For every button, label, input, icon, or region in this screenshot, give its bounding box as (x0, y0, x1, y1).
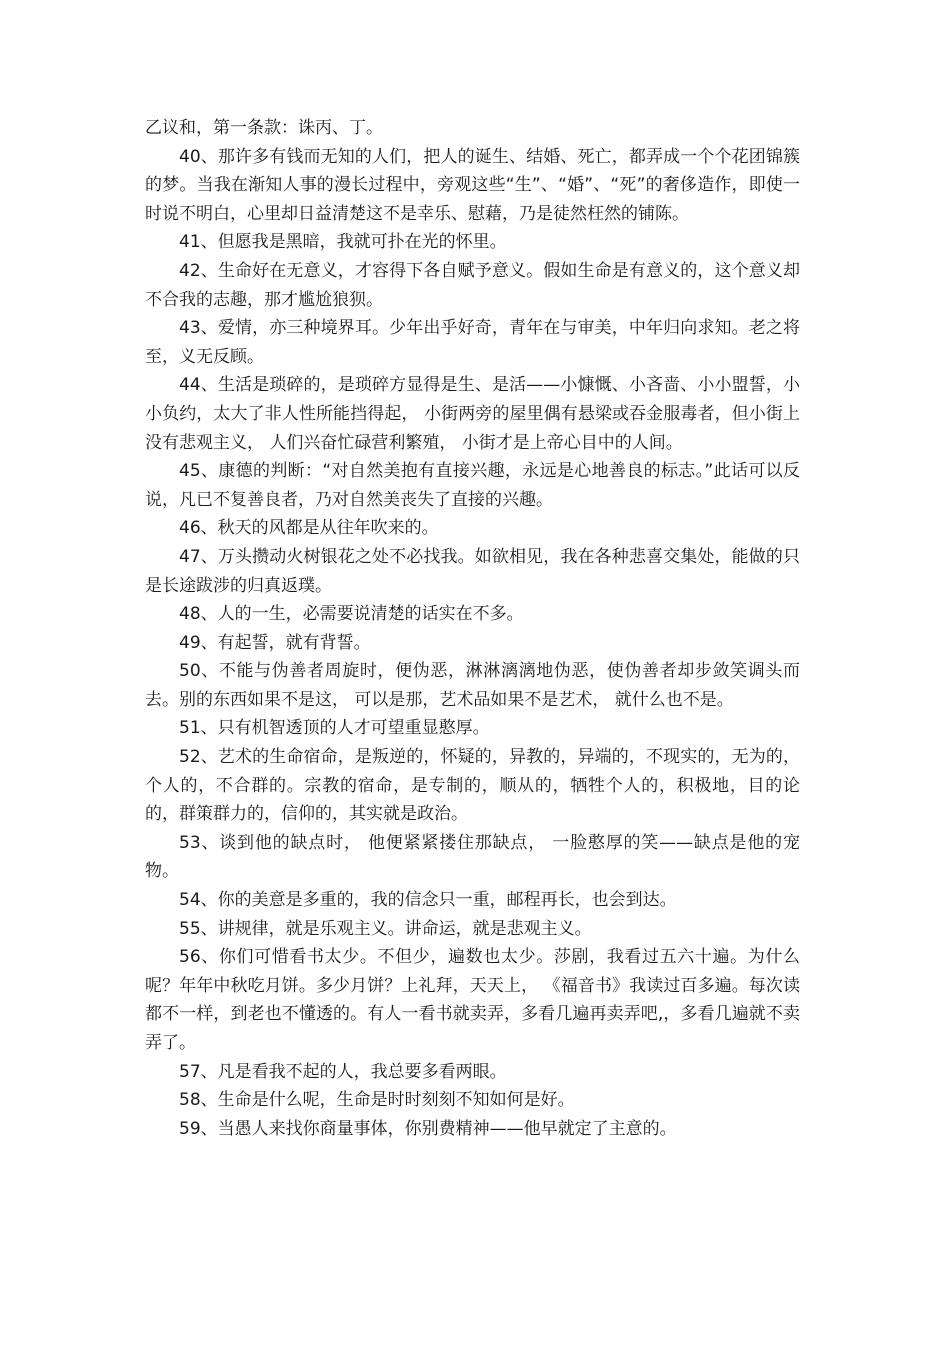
paragraph-41: 41、但愿我是黑暗，我就可扑在光的怀里。 (179, 232, 507, 253)
paragraph-42: 42、生命好在无意义，才容得下各自赋予意义。假如生命是有意义的，这个意义却不合我的志趣，那才尴尬狼狈。 (145, 260, 800, 310)
paragraph-53: 53、谈到他的缺点时， 他便紧紧搂住那缺点， 一脸憨厚的笑——缺点是他的宠物。 (145, 832, 800, 882)
text-body (145, 114, 800, 1143)
paragraph-56: 56、你们可惜看书太少。不但少，遍数也太少。莎剧，我看过五六十遍。为什么呢？年年中秋吃月饼。多少月饼？上礼拜，天天上， 《福音书》我读过百多遍。每次读都不一样，到老也不懂透的。有人一看书就卖弄，多看几遍再卖弄吧,，多看几遍就不卖弄了。 (145, 947, 800, 1053)
paragraph-49: 49、有起誓，就有背誓。 (179, 632, 371, 653)
paragraph-40: 40、那许多有钱而无知的人们，把人的诞生、结婚、死亡，都弄成一个个花团锦簇的梦。当我在渐知人事的漫长过程中，旁观这些“生”、“婚”、“死”的奢侈造作，即使一时说不明白，心里却日益清楚这不是幸乐、慰藉，乃是徒然枉然的铺陈。 (145, 146, 800, 224)
paragraph-48: 48、人的一生，必需要说清楚的话实在不多。 (179, 604, 524, 625)
paragraph-59: 59、当愚人来找你商量事体，你别费精神——他早就定了主意的。 (179, 1118, 677, 1139)
paragraph-54: 54、你的美意是多重的，我的信念只一重，邮程再长，也会到达。 (179, 890, 677, 911)
paragraph-43: 43、爱情，亦三种境界耳。少年出乎好奇，青年在与审美，中年归向求知。老之将至，义无反顾。 (145, 318, 800, 367)
paragraph-45: 45、康德的判断：“对自然美抱有直接兴趣，永远是心地善良的标志。”此话可以反说，凡已不复善良者，乃对自然美丧失了直接的兴趣。 (145, 461, 800, 510)
paragraph-46: 46、秋天的风都是从往年吹来的。 (179, 518, 439, 539)
paragraph-58: 58、生命是什么呢，生命是时时刻刻不知如何是好。 (179, 1090, 575, 1111)
paragraph-continuation: 乙议和，第一条款：诛丙、丁。 (145, 118, 383, 138)
paragraph-52: 52、艺术的生命宿命，是叛逆的，怀疑的，异教的，异端的，不现实的，无为的，个人的，不合群的。宗教的宿命，是专制的，顺从的，牺牲个人的，积极地，目的论的，群策群力的，信仰的，其实就是政治。 (145, 747, 800, 825)
paragraph-55: 55、讲规律，就是乐观主义。讲命运，就是悲观主义。 (179, 918, 592, 939)
paragraph-44: 44、生活是琐碎的，是琐碎方显得是生、是活——小慷慨、小吝啬、小小盟誓，小小负约，太大了非人性所能挡得起， 小街两旁的屋里偶有悬梁或吞金服毒者，但小街上没有悲观主义， 人们兴奋忙碌营利繁殖， 小街才是上帝心目中的人间。 (145, 375, 800, 453)
paragraph-50: 50、不能与伪善者周旋时，便伪恶，淋淋漓漓地伪恶，使伪善者却步敛笑调头而去。别的东西如果不是这， 可以是那，艺术品如果不是艺术， 就什么也不是。 (145, 661, 800, 710)
paragraph-47: 47、万头攒动火树银花之处不必找我。如欲相见，我在各种悲喜交集处，能做的只是长途跋涉的归真返璞。 (145, 546, 800, 596)
paragraph-57: 57、凡是看我不起的人，我总要多看两眼。 (179, 1061, 507, 1082)
paragraph-51: 51、只有机智透顶的人才可望重显憨厚。 (179, 718, 490, 739)
